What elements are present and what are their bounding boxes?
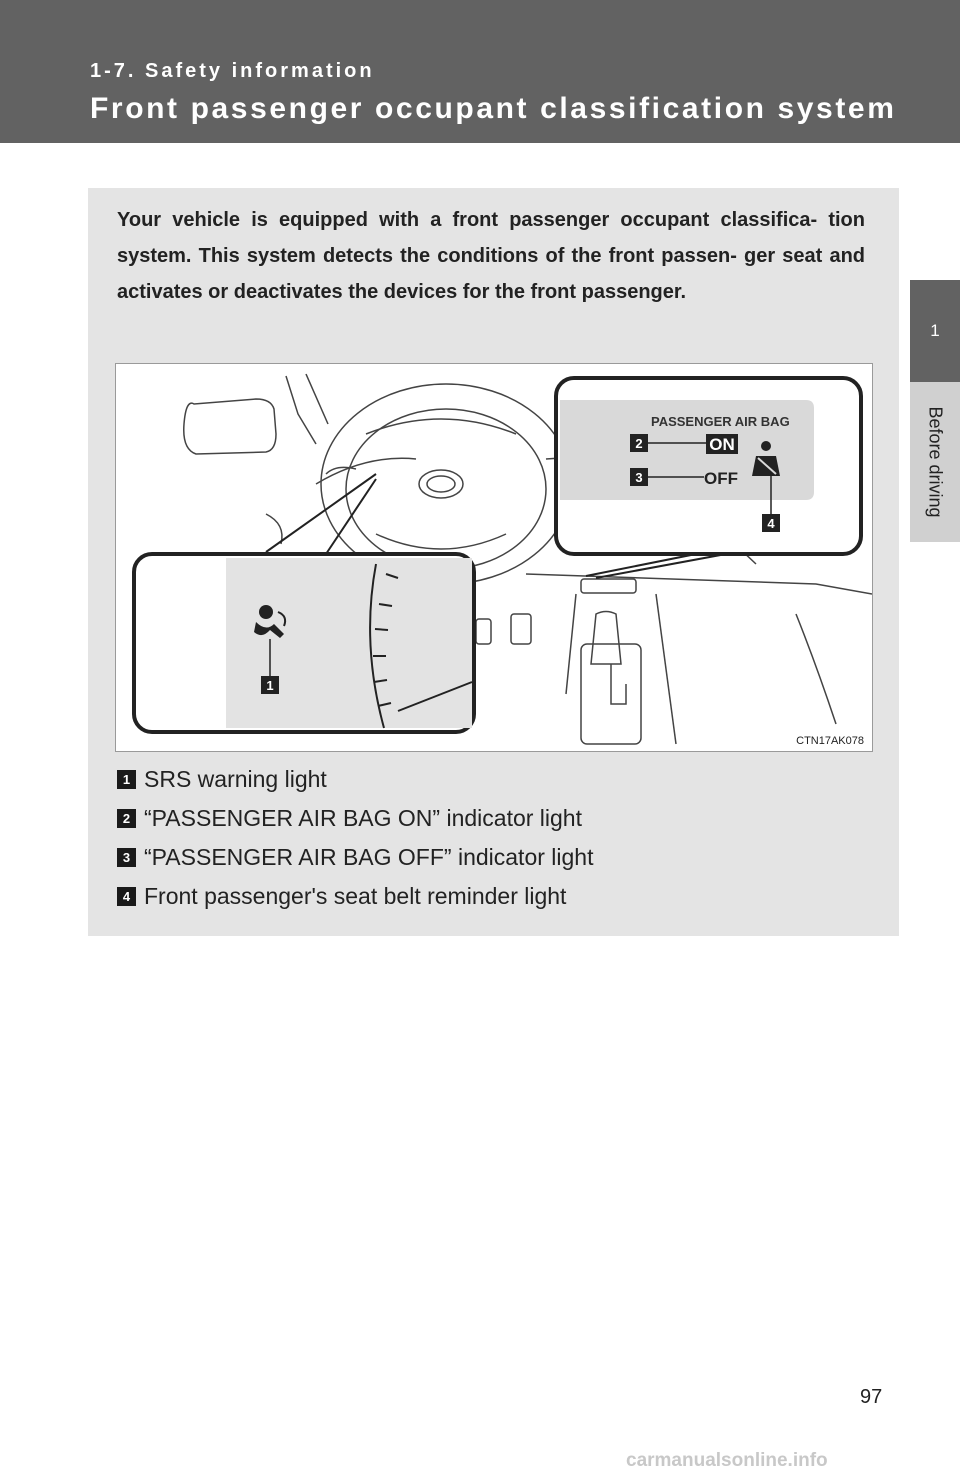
side-mirror	[184, 399, 276, 454]
intro-paragraph: Your vehicle is equipped with a front passenger occupant classifica- tion system. This system detects the conditions of the front passen- ger seat and activates or deactivates the devices for the front passenger.	[117, 209, 865, 303]
dashboard-illustration	[115, 363, 873, 752]
legend-number-badge: 1	[117, 770, 136, 789]
legend-item	[117, 838, 877, 877]
legend-text: “PASSENGER AIR BAG OFF” indicator light	[144, 844, 594, 870]
legend-item	[117, 760, 877, 799]
legend-number-badge: 4	[117, 887, 136, 906]
dashboard-drawing	[116, 364, 872, 751]
callout-2: 2	[635, 436, 643, 451]
gear-shift	[591, 612, 621, 665]
page-title: Front passenger occupant classification system	[90, 92, 897, 125]
panel-title: PASSENGER AIR BAG	[651, 414, 790, 429]
legend-item	[117, 799, 877, 838]
legend-number-badge: 3	[117, 848, 136, 867]
on-indicator: ON	[709, 435, 735, 454]
page-header	[0, 0, 960, 143]
callout-4: 4	[767, 516, 775, 531]
legend-number-badge: 2	[117, 809, 136, 828]
section-label: 1-7. Safety information	[90, 60, 375, 82]
legend-text: SRS warning light	[144, 766, 327, 792]
legend-item	[117, 877, 877, 916]
legend-text: Front passenger's seat belt reminder light	[144, 883, 567, 909]
chapter-tab-number[interactable]: 1	[910, 280, 960, 382]
legend-text: “PASSENGER AIR BAG ON” indicator light	[144, 805, 582, 831]
figure-code: CTN17AK078	[796, 735, 864, 747]
callout-1: 1	[266, 678, 274, 693]
page-number: 97	[860, 1386, 883, 1408]
chapter-tab-label[interactable]	[910, 382, 960, 542]
chapter-tab-label-text: Before driving	[925, 406, 946, 518]
watermark: carmanualsonline.info	[626, 1450, 828, 1471]
off-indicator: OFF	[704, 469, 738, 488]
callout-3: 3	[635, 470, 643, 485]
legend-list	[117, 760, 877, 916]
